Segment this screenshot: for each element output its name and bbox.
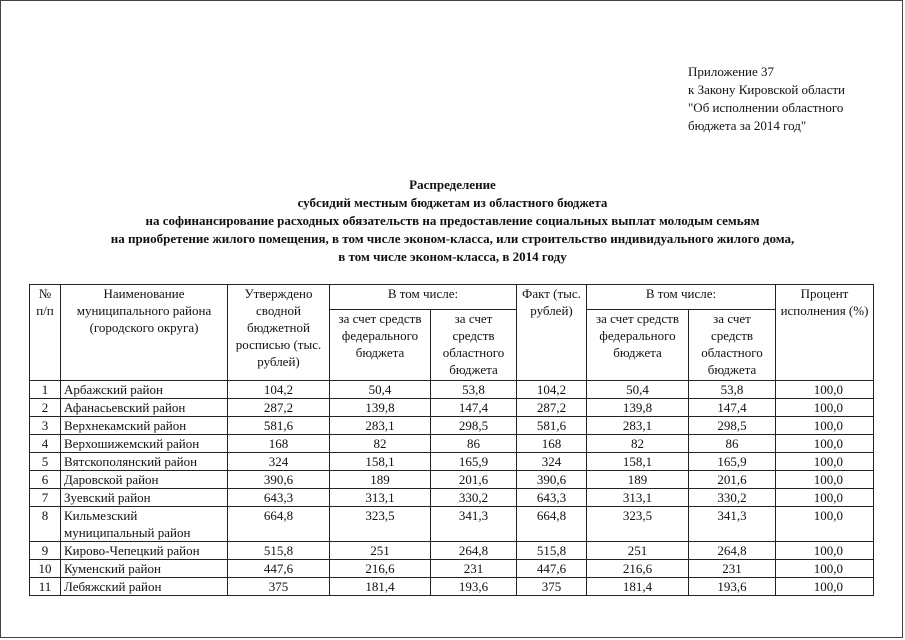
row-federal-1: 283,1 (330, 417, 431, 435)
row-fact: 581,6 (517, 417, 587, 435)
table-row (30, 435, 874, 453)
row-federal-1: 158,1 (330, 453, 431, 471)
row-federal-2: 139,8 (587, 399, 689, 417)
row-regional-2: 147,4 (689, 399, 776, 417)
row-percent: 100,0 (776, 381, 874, 399)
table-row (30, 453, 874, 471)
table-row (30, 578, 874, 596)
table-row (30, 399, 874, 417)
row-federal-1: 216,6 (330, 560, 431, 578)
row-number: 1 (30, 381, 61, 399)
row-approved: 515,8 (228, 542, 330, 560)
row-regional-2: 298,5 (689, 417, 776, 435)
row-fact: 643,3 (517, 489, 587, 507)
row-percent: 100,0 (776, 507, 874, 542)
row-district: Арбажский район (61, 381, 228, 399)
row-district: Верхошижемский район (61, 435, 228, 453)
row-federal-2: 283,1 (587, 417, 689, 435)
row-district: Вятскополянский район (61, 453, 228, 471)
row-percent: 100,0 (776, 542, 874, 560)
header-federal-1: за счет средств федерального бюджета (330, 310, 431, 381)
row-federal-1: 323,5 (330, 507, 431, 542)
row-federal-2: 181,4 (587, 578, 689, 596)
row-fact: 287,2 (517, 399, 587, 417)
row-district: Лебяжский район (61, 578, 228, 596)
table-row (30, 471, 874, 489)
row-federal-2: 82 (587, 435, 689, 453)
header-including-1: В том числе: (330, 285, 517, 310)
row-percent: 100,0 (776, 435, 874, 453)
table-row (30, 560, 874, 578)
row-regional-1: 86 (431, 435, 517, 453)
header-percent: Процент исполнения (%) (776, 285, 874, 381)
row-federal-1: 251 (330, 542, 431, 560)
header-fact: Факт (тыс. рублей) (517, 285, 587, 381)
row-number: 7 (30, 489, 61, 507)
document-title (30, 176, 875, 266)
header-including-2: В том числе: (587, 285, 776, 310)
table-row (30, 417, 874, 435)
appendix-line: Приложение 37 (688, 64, 775, 79)
row-regional-1: 53,8 (431, 381, 517, 399)
row-approved: 168 (228, 435, 330, 453)
row-approved: 324 (228, 453, 330, 471)
row-district: Куменский район (61, 560, 228, 578)
row-regional-2: 341,3 (689, 507, 776, 542)
header-federal-2: за счет средств федерального бюджета (587, 310, 689, 381)
row-district: Даровской район (61, 471, 228, 489)
row-percent: 100,0 (776, 489, 874, 507)
row-regional-1: 298,5 (431, 417, 517, 435)
row-federal-2: 189 (587, 471, 689, 489)
appendix-line: "Об исполнении областного (688, 100, 844, 115)
table-row (30, 381, 874, 399)
row-number: 4 (30, 435, 61, 453)
row-approved: 447,6 (228, 560, 330, 578)
row-federal-1: 82 (330, 435, 431, 453)
title-line: на софинансирование расходных обязательств на предоставление социальных выплат молодым семьям (145, 213, 760, 228)
row-number: 9 (30, 542, 61, 560)
row-regional-2: 330,2 (689, 489, 776, 507)
row-fact: 375 (517, 578, 587, 596)
row-federal-2: 313,1 (587, 489, 689, 507)
appendix-line: к Закону Кировской области (688, 82, 845, 97)
title-line: в том числе эконом-класса, в 2014 году (338, 249, 567, 264)
table-row (30, 507, 874, 542)
row-federal-1: 50,4 (330, 381, 431, 399)
header-name: Наименование муниципального района (городского округа) (61, 285, 228, 381)
row-regional-1: 231 (431, 560, 517, 578)
row-fact: 168 (517, 435, 587, 453)
row-approved: 287,2 (228, 399, 330, 417)
row-regional-1: 341,3 (431, 507, 517, 542)
header-regional-1: за счет средств областного бюджета (431, 310, 517, 381)
row-regional-2: 201,6 (689, 471, 776, 489)
row-number: 2 (30, 399, 61, 417)
row-number: 11 (30, 578, 61, 596)
row-approved: 581,6 (228, 417, 330, 435)
row-regional-1: 165,9 (431, 453, 517, 471)
row-regional-2: 264,8 (689, 542, 776, 560)
row-percent: 100,0 (776, 399, 874, 417)
table-row (30, 489, 874, 507)
row-approved: 375 (228, 578, 330, 596)
title-line: на приобретение жилого помещения, в том числе эконом-класса, или строительство индивидуального жилого дома, (110, 231, 795, 246)
row-fact: 390,6 (517, 471, 587, 489)
title-line: субсидий местным бюджетам из областного бюджета (297, 195, 608, 210)
row-number: 8 (30, 507, 61, 542)
row-approved: 104,2 (228, 381, 330, 399)
row-percent: 100,0 (776, 417, 874, 435)
row-district: Кирово-Чепецкий район (61, 542, 228, 560)
row-federal-2: 251 (587, 542, 689, 560)
row-district: Зуевский район (61, 489, 228, 507)
row-federal-2: 216,6 (587, 560, 689, 578)
row-regional-1: 193,6 (431, 578, 517, 596)
row-percent: 100,0 (776, 560, 874, 578)
row-number: 10 (30, 560, 61, 578)
row-approved: 390,6 (228, 471, 330, 489)
row-regional-1: 330,2 (431, 489, 517, 507)
header-regional-2: за счет средств областного бюджета (689, 310, 776, 381)
row-fact: 664,8 (517, 507, 587, 542)
row-regional-2: 86 (689, 435, 776, 453)
row-approved: 643,3 (228, 489, 330, 507)
header-num: № п/п (30, 285, 61, 381)
row-federal-1: 139,8 (330, 399, 431, 417)
appendix-note (688, 63, 845, 135)
row-federal-2: 323,5 (587, 507, 689, 542)
row-federal-2: 158,1 (587, 453, 689, 471)
row-regional-2: 165,9 (689, 453, 776, 471)
row-district: Верхнекамский район (61, 417, 228, 435)
row-fact: 324 (517, 453, 587, 471)
row-percent: 100,0 (776, 471, 874, 489)
header-approved: Утверждено сводной бюджетной росписью (тыс. рублей) (228, 285, 330, 381)
table-row (30, 542, 874, 560)
row-percent: 100,0 (776, 578, 874, 596)
appendix-line: бюджета за 2014 год" (688, 118, 807, 133)
row-approved: 664,8 (228, 507, 330, 542)
row-federal-1: 181,4 (330, 578, 431, 596)
row-regional-1: 264,8 (431, 542, 517, 560)
row-district: Афанасьевский район (61, 399, 228, 417)
row-regional-2: 53,8 (689, 381, 776, 399)
row-regional-1: 201,6 (431, 471, 517, 489)
row-federal-1: 313,1 (330, 489, 431, 507)
row-number: 3 (30, 417, 61, 435)
row-number: 6 (30, 471, 61, 489)
row-fact: 104,2 (517, 381, 587, 399)
row-regional-2: 193,6 (689, 578, 776, 596)
row-regional-1: 147,4 (431, 399, 517, 417)
row-regional-2: 231 (689, 560, 776, 578)
row-federal-2: 50,4 (587, 381, 689, 399)
row-fact: 515,8 (517, 542, 587, 560)
subsidy-table (29, 284, 874, 596)
row-fact: 447,6 (517, 560, 587, 578)
row-number: 5 (30, 453, 61, 471)
row-percent: 100,0 (776, 453, 874, 471)
title-line: Распределение (409, 177, 496, 192)
row-federal-1: 189 (330, 471, 431, 489)
row-district: Кильмезский муниципальный район (61, 507, 228, 542)
